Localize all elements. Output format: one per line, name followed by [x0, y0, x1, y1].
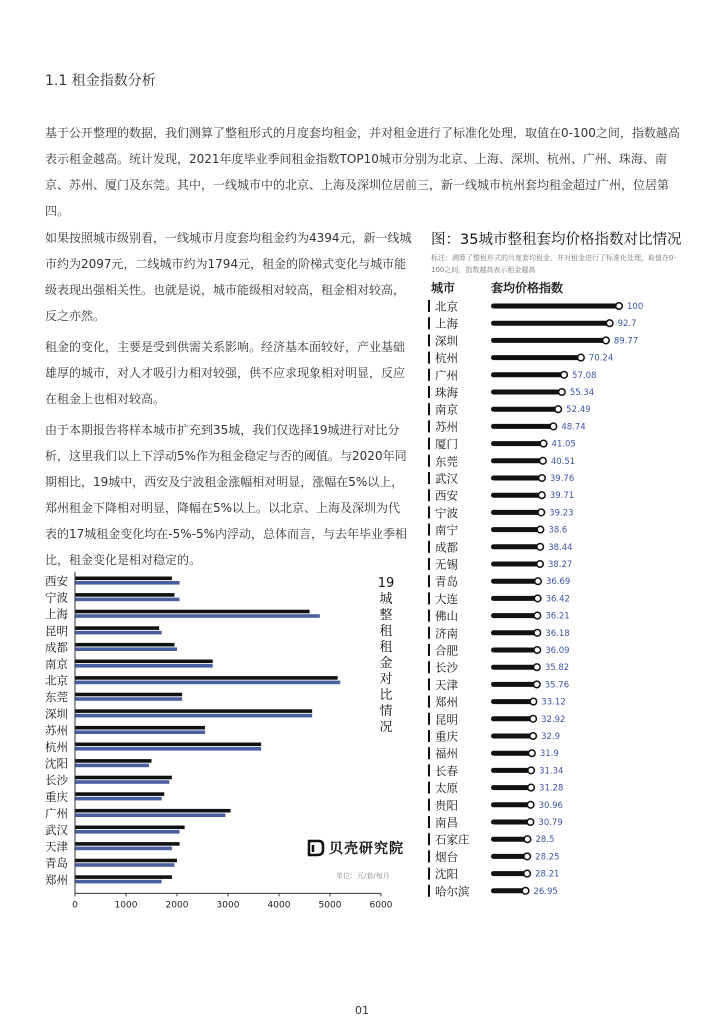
rent-x-tick-label: 5000	[318, 900, 342, 911]
index-bar	[491, 304, 619, 309]
index-value-label: 41.05	[551, 439, 576, 450]
index-bar-endpoint	[539, 475, 546, 482]
rent-bar-blue	[75, 863, 174, 867]
index-bar	[491, 665, 537, 670]
rent-bar-black	[75, 676, 338, 680]
index-bar-endpoint	[535, 578, 542, 585]
index-value-label: 36.18	[545, 628, 570, 639]
rent-x-tick-label: 0	[72, 900, 78, 911]
index-city-label: 厦门	[435, 437, 458, 452]
index-bar-endpoint	[522, 888, 529, 895]
index-bar	[491, 716, 533, 721]
index-bar	[491, 476, 542, 481]
index-bar	[491, 682, 537, 687]
rent-x-tick-label: 1000	[114, 900, 138, 911]
city-marker	[428, 610, 430, 622]
index-bar-endpoint	[540, 440, 547, 447]
index-city-label: 武汉	[435, 471, 458, 486]
index-bar-endpoint	[606, 320, 613, 327]
index-value-label: 39.71	[549, 491, 575, 502]
rent-bar-black	[75, 875, 172, 879]
index-bar	[491, 321, 610, 326]
index-value-label: 100	[627, 302, 644, 312]
rent-bar-black	[75, 776, 172, 780]
rent-city-label: 武汉	[45, 823, 68, 837]
index-value-label: 92.7	[617, 319, 637, 330]
rent-city-label: 杭州	[45, 740, 68, 754]
index-bar-endpoint	[537, 561, 544, 568]
index-chart-header-price: 套均价格指数	[491, 281, 564, 295]
city-marker	[428, 489, 430, 501]
index-bar-endpoint	[530, 716, 537, 723]
index-bar-endpoint	[524, 870, 531, 877]
rent-x-tick-label: 6000	[369, 900, 393, 911]
rent-bar-black	[75, 759, 152, 763]
city-marker	[428, 782, 430, 794]
index-value-label: 38.44	[548, 542, 573, 553]
index-bar	[491, 544, 540, 549]
rent-bar-blue	[75, 830, 180, 834]
index-city-label: 深圳	[435, 333, 458, 348]
index-city-label: 西安	[435, 488, 458, 503]
index-value-label: 36.09	[545, 646, 570, 656]
index-value-label: 48.74	[561, 422, 586, 433]
index-city-label: 昆明	[435, 712, 458, 727]
rent-city-label: 上海	[45, 607, 68, 622]
city-marker	[428, 747, 430, 759]
paragraph-city-level: 如果按照城市级别看，一线城市月度套均租金约为4394元，新一线城市约为2097元，二线城市约为1794元，租金的阶梯式变化与城市能级表现出强相关性。也就是说，城市能级相对较高，租金相对较高，反之亦然。	[45, 231, 412, 323]
index-bar	[491, 527, 540, 532]
city-marker	[428, 764, 430, 776]
city-marker	[428, 317, 430, 329]
rent-x-tick-label: 4000	[267, 900, 291, 911]
rent-city-label: 深圳	[45, 706, 68, 721]
index-city-label: 珠海	[435, 385, 458, 400]
index-bar	[491, 372, 564, 377]
rent-city-label: 北京	[45, 673, 68, 688]
index-city-label: 上海	[435, 316, 458, 331]
rent-city-label: 郑州	[45, 872, 68, 887]
index-city-label: 天津	[435, 677, 458, 692]
intro-paragraph: 基于公开整理的数据，我们测算了整租形式的月度套均租金，并对租金进行了标准化处理，取值在0-100之间，指数越高表示租金越高。统计发现，2021年度毕业季间租金指数TOP10城市分别为北京、上海、深圳、杭州、广州、珠海、南京、苏州、厦门及东莞。其中，一线城市中的北京、上海及深圳位居前三，新一线城市杭州套均租金超过广州，位居第四。	[45, 126, 680, 218]
city-marker	[428, 730, 430, 742]
rent-bar-blue	[75, 730, 205, 734]
city-marker	[428, 575, 430, 587]
index-city-label: 大连	[435, 591, 458, 606]
rent-city-label: 重庆	[45, 789, 68, 804]
rent-x-tick-label: 2000	[165, 900, 189, 911]
index-city-label: 广州	[435, 368, 458, 383]
index-bar-endpoint	[534, 612, 541, 619]
index-bar-endpoint	[534, 595, 541, 602]
index-city-label: 福州	[435, 746, 458, 761]
rent-bar-black	[75, 792, 164, 796]
city-marker	[428, 438, 430, 450]
rent-bar-blue	[75, 647, 177, 651]
index-bar	[491, 802, 531, 807]
index-value-label: 39.76	[549, 474, 575, 484]
index-city-label: 东莞	[435, 454, 458, 469]
rent-bar-black	[75, 743, 261, 747]
index-bar-endpoint	[550, 423, 557, 430]
city-marker	[428, 627, 430, 639]
index-city-label: 贵阳	[435, 798, 458, 813]
city-marker	[428, 696, 430, 708]
index-city-label: 郑州	[435, 695, 458, 710]
index-bar	[491, 888, 525, 893]
rent-city-label: 昆明	[45, 623, 68, 638]
index-value-label: 36.42	[545, 594, 570, 605]
index-value-label: 26.95	[533, 886, 558, 897]
rent-bar-black	[75, 859, 177, 863]
index-bar	[491, 871, 527, 876]
index-bar-endpoint	[561, 372, 568, 379]
index-value-label: 38.6	[548, 525, 568, 536]
rent-bar-black	[75, 577, 172, 581]
index-bar	[491, 699, 533, 704]
index-value-label: 28.25	[535, 852, 560, 863]
city-marker	[428, 369, 430, 381]
rent-city-label: 成都	[45, 640, 68, 655]
rent-city-label: 长沙	[45, 773, 68, 788]
rent-bar-black	[75, 610, 310, 614]
rent-city-label: 东莞	[45, 690, 68, 705]
index-city-label: 长沙	[435, 660, 458, 675]
index-city-label: 北京	[435, 299, 458, 314]
index-chart-header-city: 城市	[431, 281, 456, 295]
index-bar	[491, 579, 538, 584]
rent-bar-black	[75, 842, 180, 846]
logo-text: 贝壳研究院	[329, 841, 404, 857]
index-bar	[491, 648, 537, 653]
logo-icon	[305, 838, 325, 858]
rent-bar-blue	[75, 747, 261, 751]
index-bar	[491, 630, 537, 635]
index-value-label: 36.21	[545, 611, 570, 622]
index-city-label: 烟台	[435, 849, 458, 864]
rent-bar-black	[75, 709, 312, 713]
index-city-label: 青岛	[435, 574, 458, 589]
index-bar	[491, 407, 558, 412]
logo	[305, 838, 404, 858]
rent-bar-blue	[75, 847, 172, 851]
city-marker	[428, 300, 430, 312]
index-city-label: 重庆	[435, 729, 458, 744]
rent-chart	[40, 570, 393, 915]
index-bar	[491, 493, 542, 498]
index-bar-endpoint	[524, 853, 531, 860]
city-marker	[428, 799, 430, 811]
city-marker	[428, 713, 430, 725]
index-bar-endpoint	[530, 733, 537, 740]
rent-city-label: 宁波	[45, 590, 68, 605]
index-value-label: 32.9	[541, 732, 561, 742]
index-bar-endpoint	[529, 750, 536, 757]
index-bar-endpoint	[603, 337, 610, 344]
index-value-label: 33.12	[541, 697, 566, 708]
rent-bar-black	[75, 809, 231, 813]
rent-bar-blue	[75, 697, 182, 701]
index-bar-endpoint	[538, 509, 545, 516]
index-bar	[491, 820, 530, 825]
city-marker	[428, 334, 430, 346]
index-bar	[491, 424, 553, 429]
index-value-label: 28.21	[535, 869, 560, 880]
rent-bar-black	[75, 726, 205, 730]
rent-bar-black	[75, 826, 185, 830]
index-city-label: 宁波	[435, 505, 458, 520]
index-bar-endpoint	[555, 406, 562, 413]
rent-chart-unit: 单位：元/套/每月	[336, 872, 390, 880]
rent-chart-title: 19城整租租金对比情况	[377, 576, 395, 735]
index-bar	[491, 458, 543, 463]
rent-city-label: 广州	[45, 806, 68, 821]
index-value-label: 31.34	[539, 766, 564, 777]
index-city-label: 沈阳	[435, 867, 458, 882]
index-city-label: 成都	[435, 540, 458, 555]
rent-bar-black	[75, 660, 213, 664]
index-bar-endpoint	[534, 630, 541, 637]
rent-bar-blue	[75, 813, 225, 817]
index-city-label: 济南	[435, 626, 458, 641]
index-city-label: 杭州	[435, 351, 458, 366]
rent-city-label: 西安	[45, 574, 68, 588]
index-city-label: 南昌	[435, 815, 458, 830]
index-bar	[491, 596, 538, 601]
index-bar-endpoint	[534, 664, 541, 671]
city-marker	[428, 386, 430, 398]
index-value-label: 55.34	[569, 388, 595, 398]
rent-bar-blue	[75, 598, 180, 602]
index-value-label: 31.28	[539, 783, 564, 794]
index-city-label: 太原	[435, 781, 458, 796]
city-marker	[428, 541, 430, 553]
rent-x-tick-label: 3000	[216, 900, 240, 911]
rent-bar-black	[75, 593, 174, 597]
index-bar-endpoint	[530, 698, 537, 705]
city-marker	[428, 592, 430, 604]
index-value-label: 52.49	[566, 405, 591, 416]
section-title: 1.1 租金指数分析	[45, 73, 156, 89]
left-column-text	[45, 225, 412, 578]
index-value-label: 28.5	[535, 835, 555, 846]
rent-bar-blue	[75, 780, 169, 784]
rent-city-label: 苏州	[45, 723, 68, 738]
index-value-label: 38.27	[547, 560, 573, 570]
city-marker	[428, 524, 430, 536]
rent-city-label: 天津	[45, 839, 68, 854]
index-bar	[491, 837, 527, 842]
index-bar-endpoint	[616, 303, 623, 310]
rent-bar-blue	[75, 714, 312, 718]
index-bar	[491, 751, 532, 756]
index-city-label: 无锡	[435, 557, 458, 572]
rent-bar-black	[75, 693, 182, 697]
index-bar	[491, 355, 581, 360]
index-bar	[491, 785, 531, 790]
index-value-label: 40.51	[550, 456, 576, 467]
index-bar-endpoint	[559, 389, 566, 396]
index-bar-endpoint	[537, 544, 544, 551]
index-bar	[491, 734, 533, 739]
city-marker	[428, 455, 430, 467]
index-city-label: 石家庄	[435, 832, 470, 847]
index-bar	[491, 338, 606, 343]
city-marker	[428, 868, 430, 880]
index-value-label: 57.08	[572, 370, 597, 381]
index-value-label: 32.92	[541, 714, 566, 725]
rent-bar-black	[75, 626, 159, 630]
index-city-label: 哈尔滨	[435, 884, 470, 899]
city-marker	[428, 678, 430, 690]
paragraph-supply-demand: 租金的变化，主要是受到供需关系影响。经济基本面较好，产业基础雄厚的城市，对人才吸引力相对较强，供不应求现象相对明显，反应在租金上也相对较高。	[45, 340, 406, 406]
index-bar	[491, 768, 531, 773]
rent-bar-blue	[75, 614, 320, 618]
city-marker	[428, 403, 430, 415]
index-value-label: 30.79	[538, 818, 563, 828]
rent-bar-blue	[75, 664, 213, 668]
index-bar-endpoint	[528, 767, 535, 774]
city-marker	[428, 558, 430, 570]
index-chart	[426, 297, 696, 905]
index-value-label: 30.96	[538, 800, 563, 811]
index-bar	[491, 854, 527, 859]
rent-bar-black	[75, 643, 174, 647]
index-chart-note: 标注：测算了整租形式的月度套均租金，并对租金进行了标准化处理，取值在0-100之间，指数越高表示租金越高	[431, 254, 676, 274]
index-bar-endpoint	[540, 458, 547, 465]
city-marker	[428, 885, 430, 897]
index-bar	[491, 441, 544, 446]
index-value-label: 70.24	[588, 353, 614, 364]
index-city-label: 南宁	[435, 523, 458, 538]
index-city-label: 佛山	[435, 609, 458, 624]
rent-bar-blue	[75, 797, 162, 801]
index-bar-endpoint	[534, 647, 541, 654]
index-value-label: 89.77	[613, 336, 639, 347]
index-value-label: 36.69	[545, 577, 571, 588]
paragraph-comparison: 由于本期报告将样本城市扩充到35城，我们仅选择19城进行对比分析，这里我们以上下浮动5%作为租金稳定与否的阈值。与2020年同期相比，19城中，西安及宁波租金涨幅相对明显，涨幅在5%以上，郑州租金下降相对明显，降幅在5%以上。以北京、上海及深圳为代表的17城租金变化均在-5%-5%内浮动，总体而言，与去年毕业季相比，租金变化是相对稳定的。	[45, 423, 408, 567]
rent-bar-blue	[75, 681, 340, 685]
index-city-label: 南京	[435, 402, 458, 417]
index-bar-endpoint	[578, 354, 585, 361]
city-marker	[428, 644, 430, 656]
rent-bar-blue	[75, 880, 162, 884]
index-bar-endpoint	[524, 836, 531, 843]
index-bar-endpoint	[537, 526, 544, 533]
index-bar-endpoint	[528, 784, 535, 791]
city-marker	[428, 420, 430, 432]
page-number: 01	[355, 1004, 369, 1017]
index-bar-endpoint	[527, 819, 534, 826]
index-value-label: 31.9	[539, 749, 559, 760]
index-bar	[491, 562, 540, 567]
index-value-label: 35.76	[544, 680, 570, 691]
index-city-label: 苏州	[435, 419, 458, 434]
rent-city-label: 南京	[45, 657, 68, 671]
rent-city-label: 青岛	[45, 856, 68, 871]
rent-bar-blue	[75, 581, 180, 585]
city-marker	[428, 816, 430, 828]
city-marker	[428, 661, 430, 673]
index-bar-endpoint	[527, 802, 534, 809]
city-marker	[428, 833, 430, 845]
index-city-label: 合肥	[435, 643, 458, 658]
index-bar-endpoint	[539, 492, 546, 499]
index-bar-endpoint	[533, 681, 540, 688]
index-bar	[491, 510, 541, 515]
index-bar	[491, 613, 537, 618]
city-marker	[428, 850, 430, 862]
city-marker	[428, 472, 430, 484]
index-city-label: 长春	[435, 763, 458, 778]
city-marker	[428, 352, 430, 364]
rent-bar-blue	[75, 764, 149, 768]
rent-bar-blue	[75, 631, 162, 635]
rent-city-label: 沈阳	[45, 756, 68, 771]
index-chart-title: 图：35城市整租套均价格指数对比情况	[431, 232, 682, 248]
index-value-label: 35.82	[544, 663, 570, 674]
city-marker	[428, 506, 430, 518]
index-bar	[491, 390, 562, 395]
index-value-label: 39.23	[549, 508, 574, 519]
